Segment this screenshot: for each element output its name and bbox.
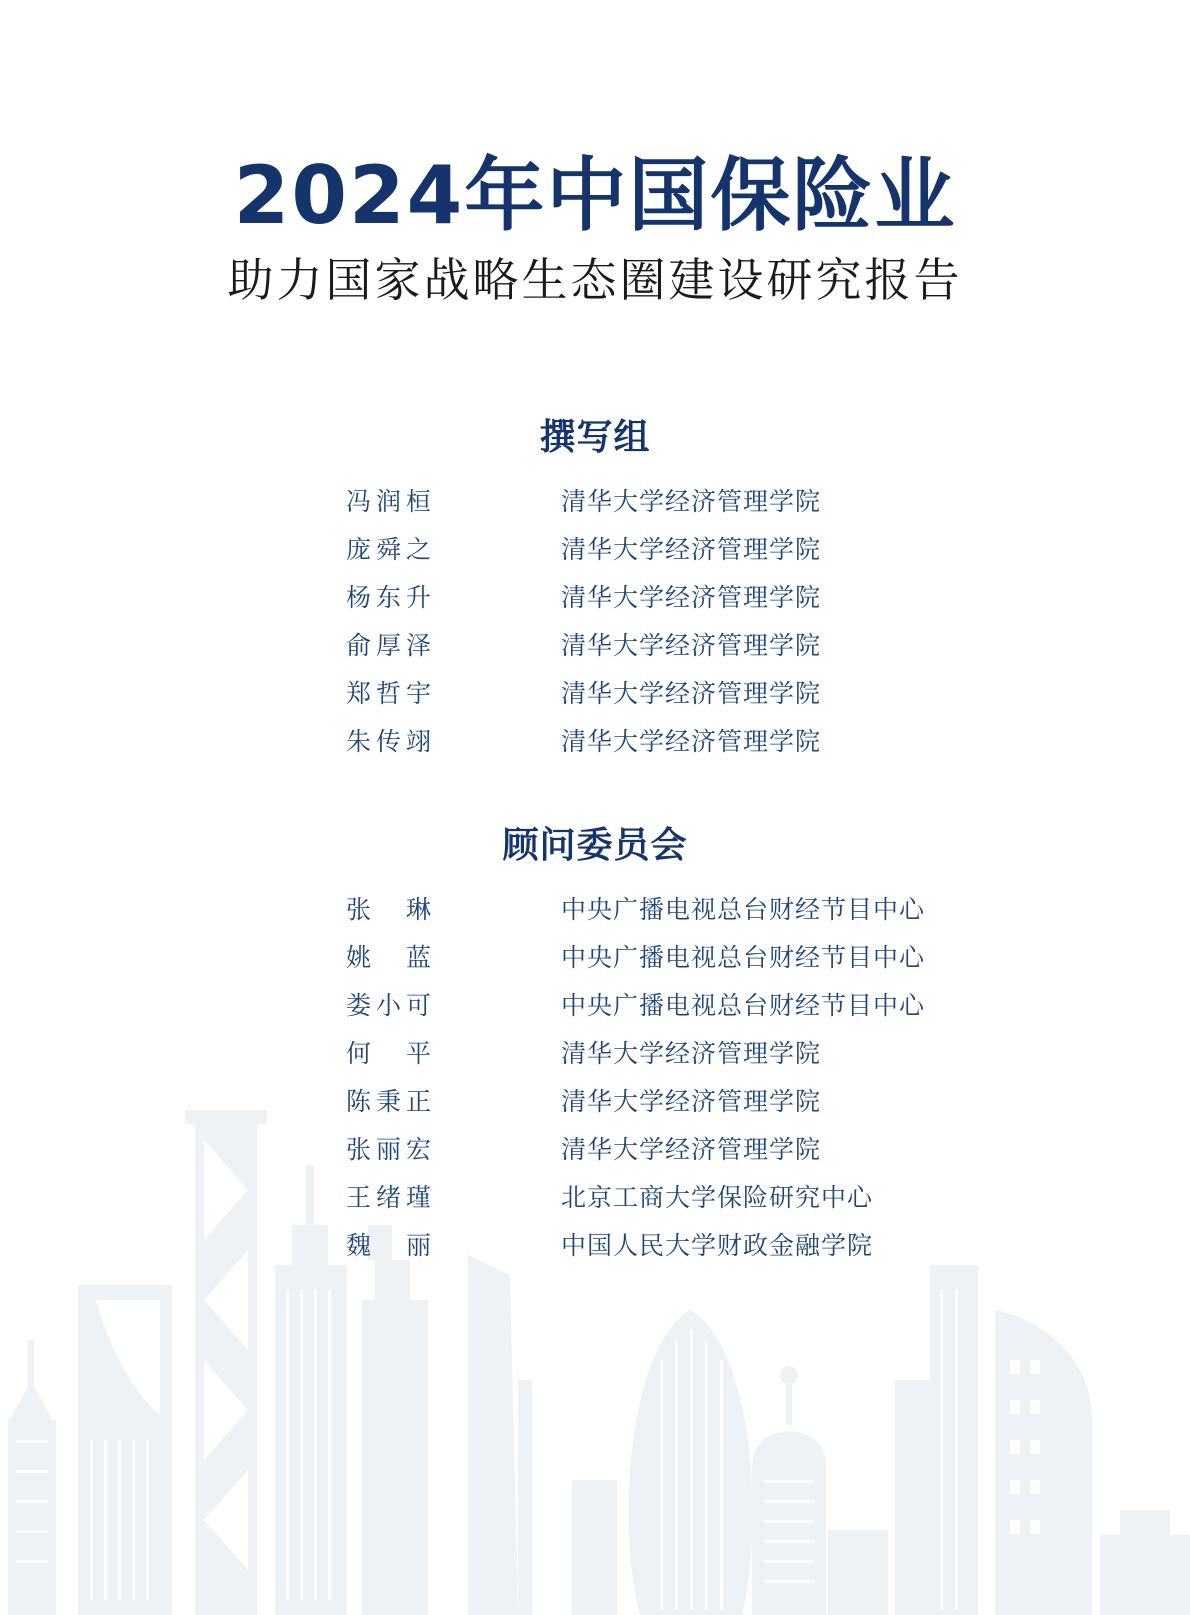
report-subtitle: 助力国家战略生态圈建设研究报告 [227,253,963,307]
member-row [346,1084,1046,1132]
advisory-committee-list [346,892,1046,1276]
member-name: 陈秉正 [346,1087,431,1116]
report-title: 2024年中国保险业 [233,149,957,242]
member-name: 姚蓝 [346,943,431,972]
member-org: 中央广播电视总台财经节目中心 [561,895,926,924]
member-name: 何平 [346,1039,431,1068]
member-row [346,988,1046,1036]
member-org: 清华大学经济管理学院 [561,487,822,516]
member-org: 清华大学经济管理学院 [561,535,822,564]
member-name: 张丽宏 [346,1135,431,1164]
member-name: 王绪瑾 [346,1183,431,1212]
member-row [346,580,1046,628]
member-name: 庞舜之 [346,535,431,564]
member-row [346,1036,1046,1084]
member-row [346,484,1046,532]
member-org: 清华大学经济管理学院 [561,679,822,708]
member-row [346,724,1046,772]
advisory-committee-heading: 顾问委员会 [502,825,688,866]
member-org: 清华大学经济管理学院 [561,1087,822,1116]
member-name: 娄小可 [346,991,431,1020]
member-org: 清华大学经济管理学院 [561,1135,822,1164]
member-row [346,1180,1046,1228]
member-row [346,676,1046,724]
writing-group-list [346,484,1046,772]
member-row [346,940,1046,988]
member-row [346,532,1046,580]
member-org: 清华大学经济管理学院 [561,583,822,612]
member-name: 杨东升 [346,583,431,612]
member-org: 北京工商大学保险研究中心 [561,1183,874,1212]
member-row [346,628,1046,676]
member-name: 郑哲宇 [346,679,431,708]
member-name: 魏丽 [346,1231,431,1260]
member-row [346,892,1046,940]
member-org: 清华大学经济管理学院 [561,631,822,660]
member-org: 清华大学经济管理学院 [561,727,822,756]
member-org: 中央广播电视总台财经节目中心 [561,991,926,1020]
member-name: 冯润桓 [346,487,431,516]
member-row [346,1132,1046,1180]
member-org: 中央广播电视总台财经节目中心 [561,943,926,972]
member-name: 俞厚泽 [346,631,431,660]
member-name: 朱传翊 [346,727,431,756]
member-org: 中国人民大学财政金融学院 [561,1231,874,1260]
writing-group-heading: 撰写组 [539,417,651,458]
member-name: 张琳 [346,895,431,924]
member-row [346,1228,1046,1276]
member-org: 清华大学经济管理学院 [561,1039,822,1068]
